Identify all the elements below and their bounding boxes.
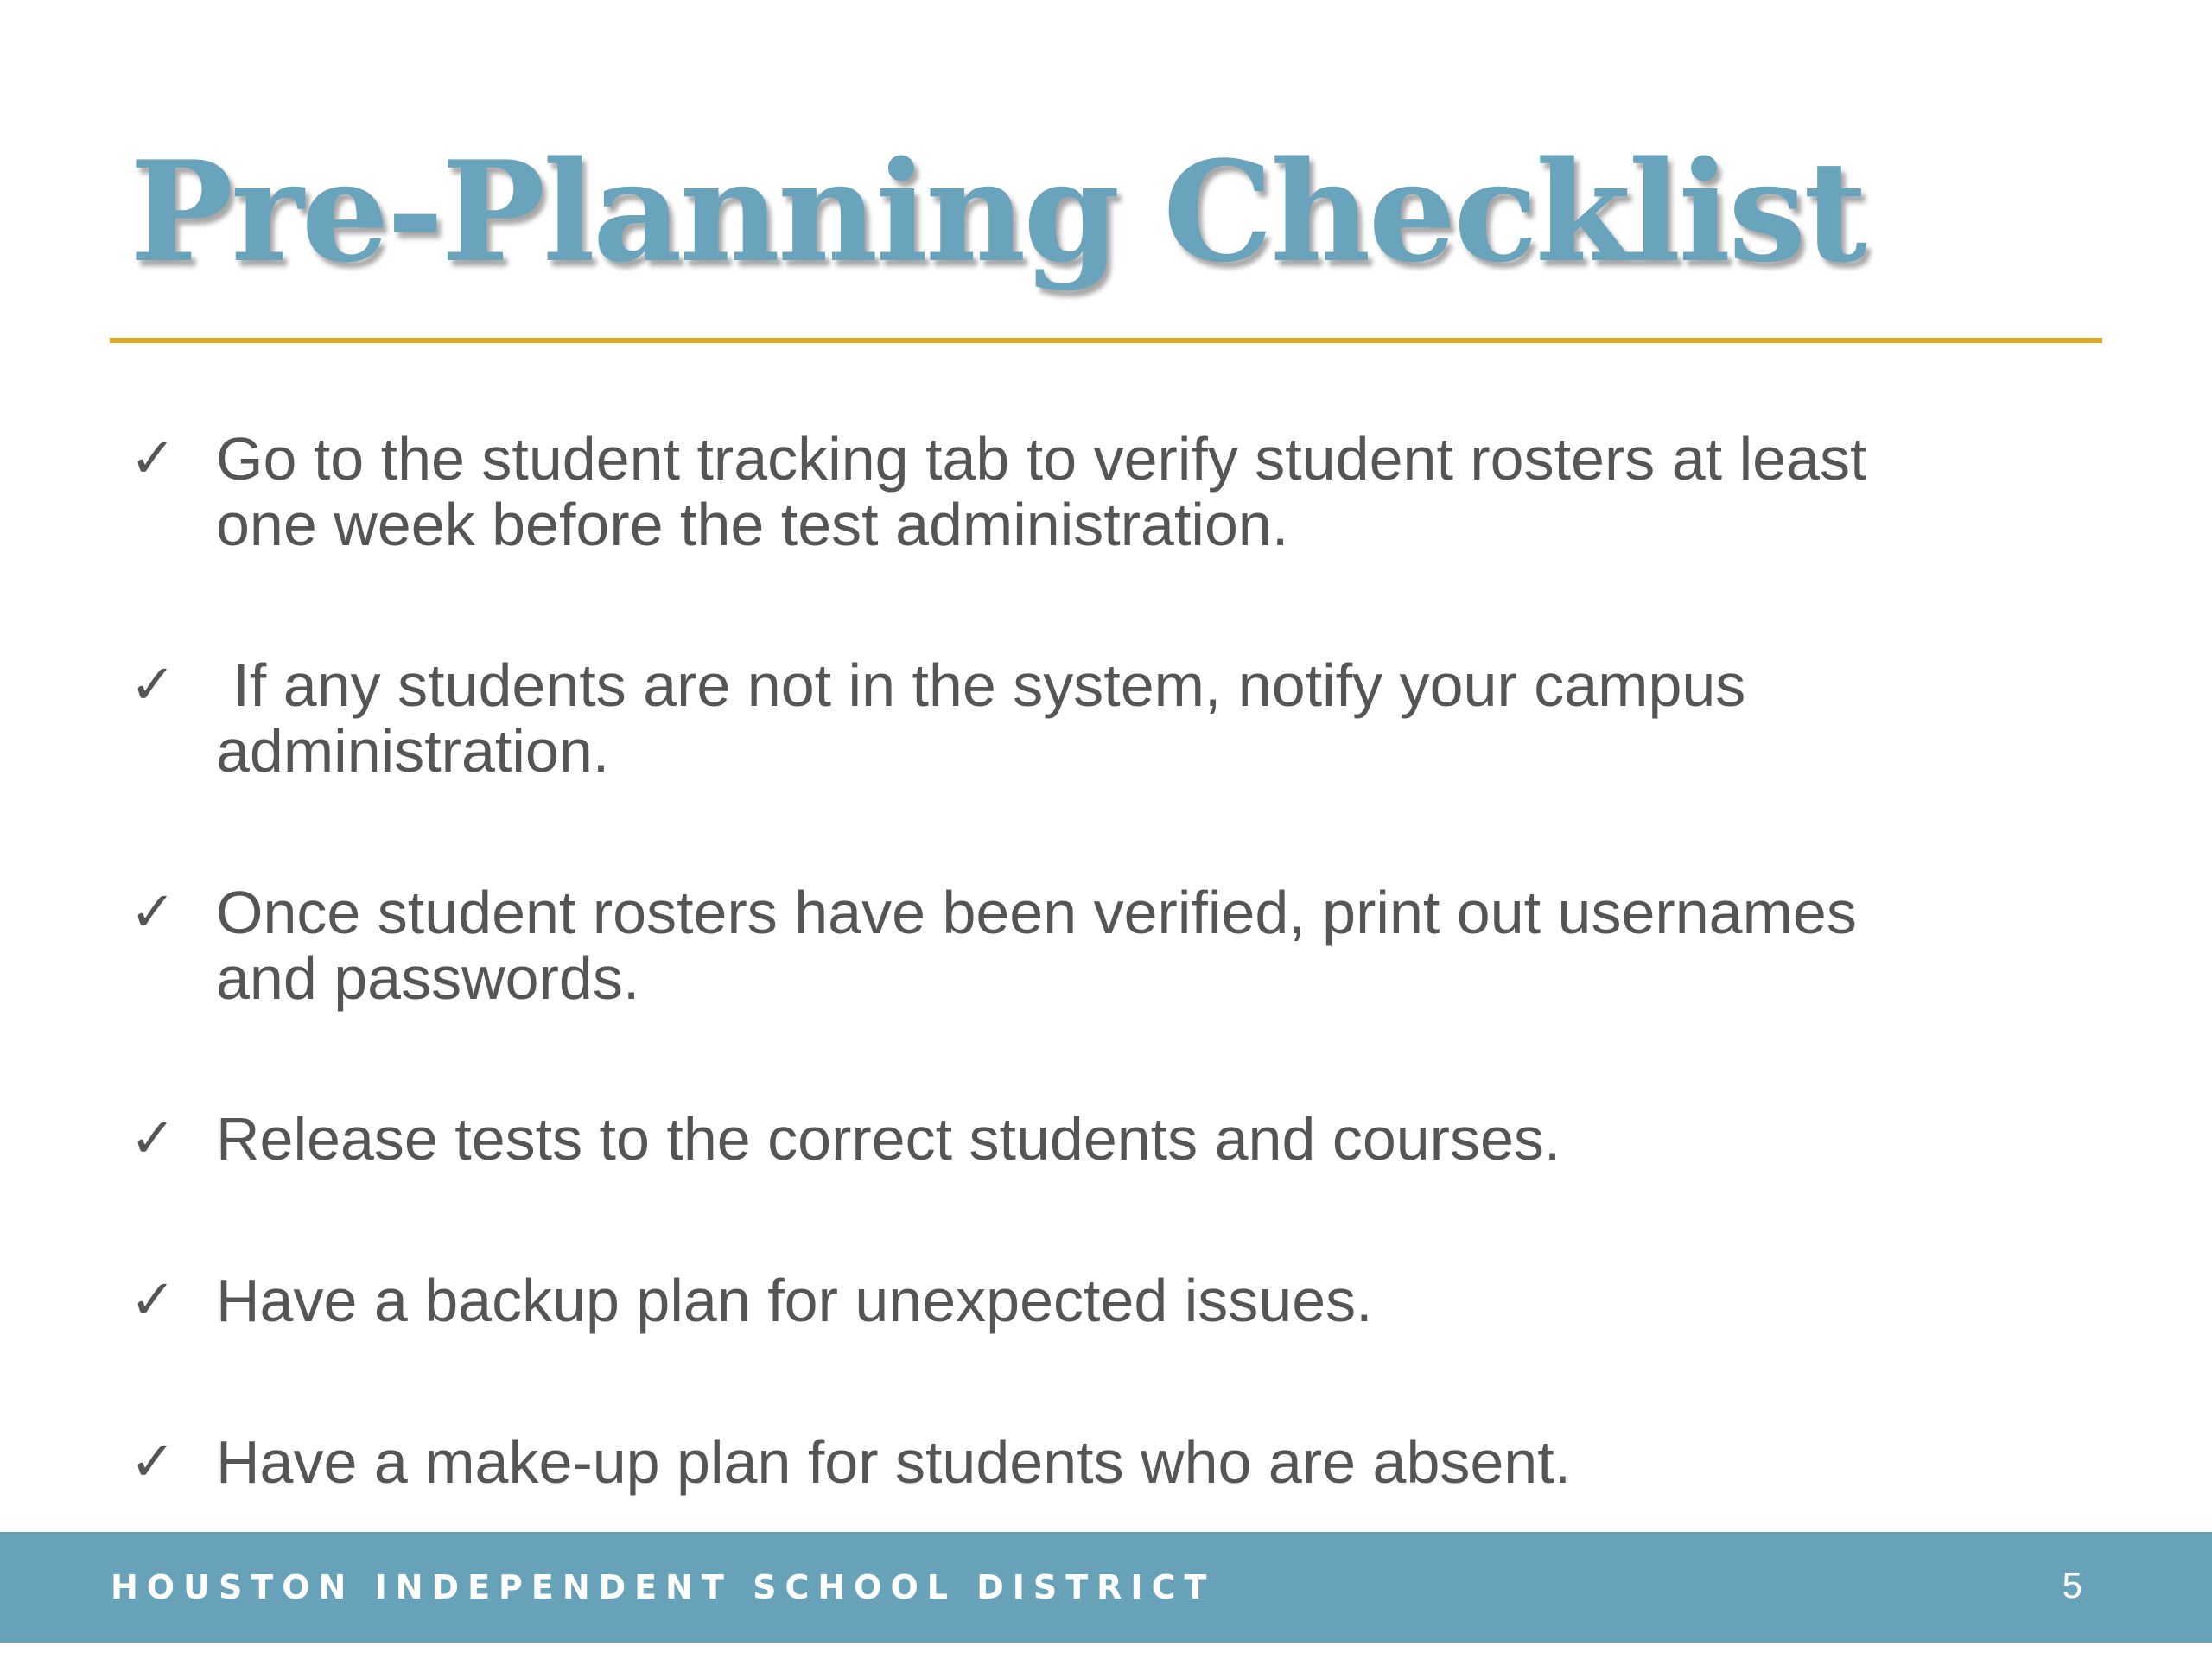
- checklist-item-text: Have a backup plan for unexpected issues.: [216, 1267, 1373, 1334]
- checklist-item-text: If any students are not in the system, notify your campus administration.: [216, 652, 1746, 785]
- check-icon: ✓: [130, 653, 176, 717]
- check-icon: ✓: [130, 880, 176, 944]
- check-icon: ✓: [130, 1268, 176, 1332]
- footer-organization-name: HOUSTON INDEPENDENT SCHOOL DISTRICT: [111, 1568, 1216, 1606]
- check-icon: ✓: [130, 1107, 176, 1171]
- checklist-item-text: Go to the student tracking tab to verify student rosters at least one week before the test administration.: [216, 425, 1867, 558]
- checklist-item-text: Have a make-up plan for students who are absent.: [216, 1428, 1572, 1496]
- checklist-item-text: Once student rosters have been verified, print out usernames and passwords.: [216, 879, 1857, 1012]
- slide-title: Pre-Planning Checklist: [130, 130, 1866, 293]
- title-divider: [110, 338, 2102, 343]
- checklist-item-text: Release tests to the correct students and courses.: [216, 1105, 1561, 1173]
- check-icon: ✓: [130, 1430, 176, 1494]
- page-number: 5: [2062, 1565, 2082, 1605]
- check-icon: ✓: [130, 427, 176, 491]
- footer-band: [0, 1532, 2212, 1643]
